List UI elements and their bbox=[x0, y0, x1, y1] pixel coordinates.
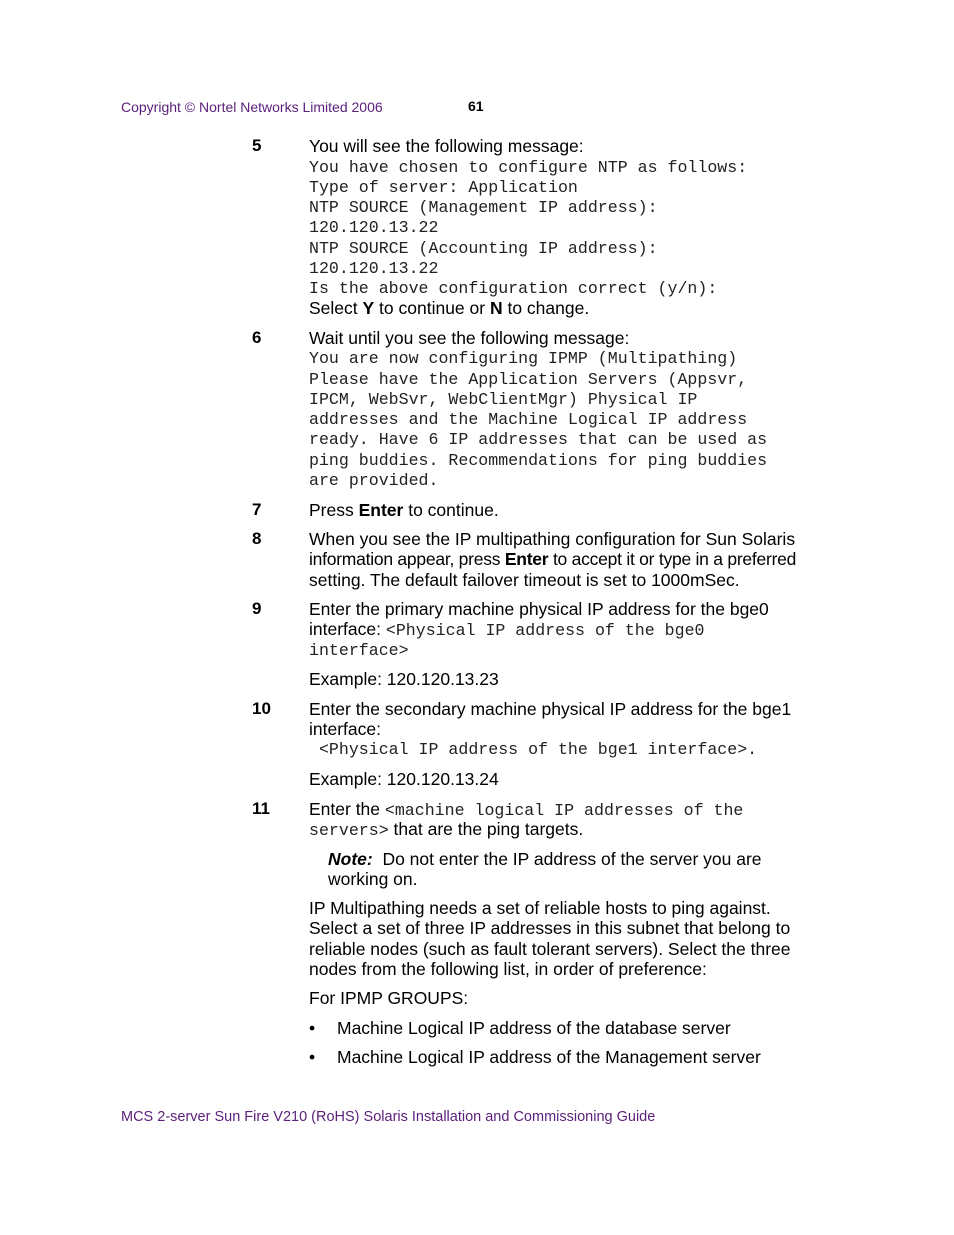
step-text: Enter the primary machine physical IP address for the bge0 bbox=[309, 599, 769, 619]
step-number: 10 bbox=[252, 699, 271, 718]
code-line: NTP SOURCE (Management IP address): bbox=[309, 198, 658, 217]
step-number: 11 bbox=[252, 799, 270, 818]
step-text: Press Enter to continue. bbox=[309, 500, 499, 520]
note-text: working on. bbox=[328, 869, 418, 889]
step-text: interface: bbox=[309, 719, 381, 739]
header-copyright: Copyright © Nortel Networks Limited 2006 bbox=[121, 99, 383, 115]
step-text: Wait until you see the following message: bbox=[309, 328, 630, 348]
example-text: Example: 120.120.13.23 bbox=[309, 669, 499, 689]
step-number: 9 bbox=[252, 599, 262, 618]
code-line: Is the above configuration correct (y/n): bbox=[309, 279, 718, 298]
code-line: Type of server: Application bbox=[309, 178, 578, 197]
step-number: 6 bbox=[252, 328, 262, 347]
list-item: Machine Logical IP address of the database server bbox=[337, 1018, 731, 1038]
step-number: 5 bbox=[252, 136, 262, 155]
step-text: servers> that are the ping targets. bbox=[309, 819, 584, 840]
code-line: You have chosen to configure NTP as follows: bbox=[309, 158, 748, 177]
code-line: 120.120.13.22 bbox=[309, 259, 439, 278]
step-text: interface: <Physical IP address of the bge0 bbox=[309, 619, 705, 640]
step-number: 8 bbox=[252, 529, 262, 548]
bullet-icon: • bbox=[309, 1047, 316, 1067]
step-text: Enter the secondary machine physical IP address for the bge1 bbox=[309, 699, 792, 719]
step-number: 7 bbox=[252, 500, 262, 519]
step-text: Enter the <machine logical IP addresses of the bbox=[309, 799, 744, 820]
paragraph-line: Select a set of three IP addresses in this subnet that belong to bbox=[309, 918, 791, 938]
code-line: ping buddies. Recommendations for ping buddies bbox=[309, 451, 768, 470]
list-item: Machine Logical IP address of the Management server bbox=[337, 1047, 761, 1067]
example-text: Example: 120.120.13.24 bbox=[309, 769, 499, 789]
code-line: 120.120.13.22 bbox=[309, 218, 439, 237]
step-text: When you see the IP multipathing configuration for Sun Solaris bbox=[309, 529, 796, 549]
note-label: Note: bbox=[328, 849, 373, 869]
note: Note: Do not enter the IP address of the server you are bbox=[328, 849, 762, 869]
paragraph-line: IP Multipathing needs a set of reliable hosts to ping against. bbox=[309, 898, 771, 918]
code-line: <Physical IP address of the bge1 interface>. bbox=[309, 740, 758, 759]
step-text: setting. The default failover timeout is set to 1000mSec. bbox=[309, 570, 740, 590]
step-text: Select Y to continue or N to change. bbox=[309, 298, 590, 318]
code-line: ready. Have 6 IP addresses that can be used as bbox=[309, 430, 768, 449]
step-text: You will see the following message: bbox=[309, 136, 584, 156]
paragraph-line: nodes from the following list, in order of preference: bbox=[309, 959, 707, 979]
code-line: IPCM, WebSvr, WebClientMgr) Physical IP bbox=[309, 390, 698, 409]
page-number: 61 bbox=[468, 98, 484, 114]
code-line: interface> bbox=[309, 641, 409, 660]
step-text: information appear, press Enter to accept it or type in a preferred bbox=[309, 549, 797, 569]
code-line: addresses and the Machine Logical IP address bbox=[309, 410, 748, 429]
footer-title: MCS 2-server Sun Fire V210 (RoHS) Solaris Installation and Commissioning Guide bbox=[121, 1109, 656, 1125]
code-line: You are now configuring IPMP (Multipathing) bbox=[309, 349, 738, 368]
code-line: are provided. bbox=[309, 471, 439, 490]
bullet-icon: • bbox=[309, 1018, 316, 1038]
paragraph-line: reliable nodes (such as fault tolerant servers). Select the three bbox=[309, 939, 791, 959]
code-line: Please have the Application Servers (Appsvr, bbox=[309, 370, 748, 389]
groups-label: For IPMP GROUPS: bbox=[309, 988, 469, 1008]
code-line: NTP SOURCE (Accounting IP address): bbox=[309, 239, 658, 258]
